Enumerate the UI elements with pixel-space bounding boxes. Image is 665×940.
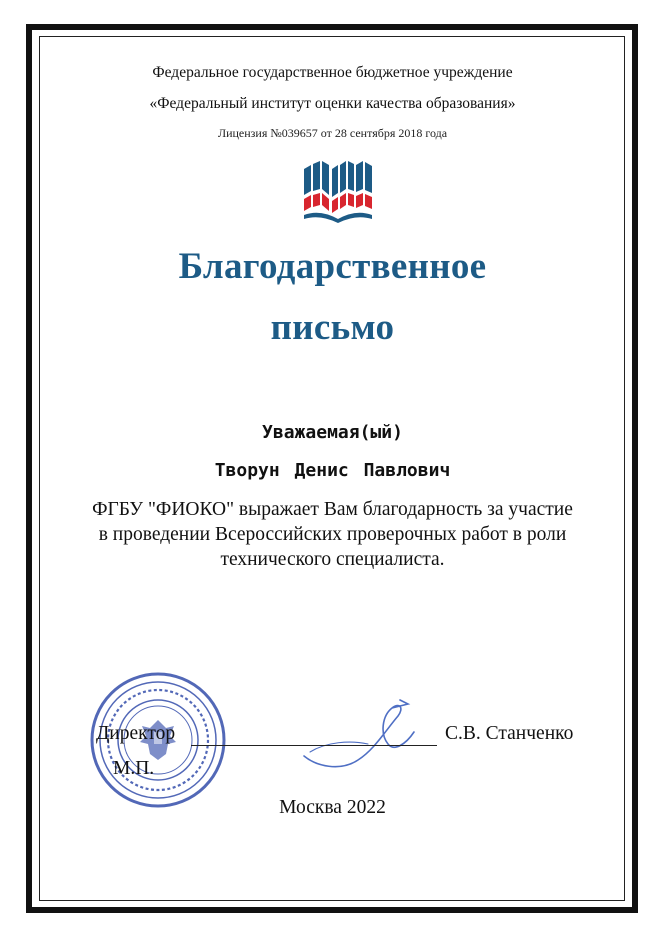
fioko-book-logo-icon: [302, 159, 374, 225]
body-line-2: в проведении Всероссийских проверочных работ в роли: [98, 524, 567, 545]
signature-row: [0, 723, 665, 753]
license-line: Лицензия №039657 от 28 сентября 2018 года: [217, 126, 448, 140]
signer-name: С.В. Станченко: [445, 723, 574, 744]
city-year: Москва 2022: [279, 797, 386, 818]
body-line-1: ФГБУ "ФИОКО" выражает Вам благодарность за участие: [92, 499, 573, 520]
recipient-name: Творун Денис Павлович: [214, 460, 451, 481]
seal-label: М.П.: [113, 758, 155, 779]
signature-line: [191, 745, 437, 746]
title-line-1: Благодарственное: [178, 246, 487, 287]
director-label: Директор: [96, 723, 176, 744]
institution-name: «Федеральный институт оценки качества образования»: [149, 95, 516, 112]
greeting: Уважаемая(ый): [262, 422, 403, 443]
institution-type: Федеральное государственное бюджетное учреждение: [152, 64, 513, 81]
title-line-2: письмо: [270, 307, 395, 348]
body-line-3: технического специалиста.: [220, 549, 445, 570]
